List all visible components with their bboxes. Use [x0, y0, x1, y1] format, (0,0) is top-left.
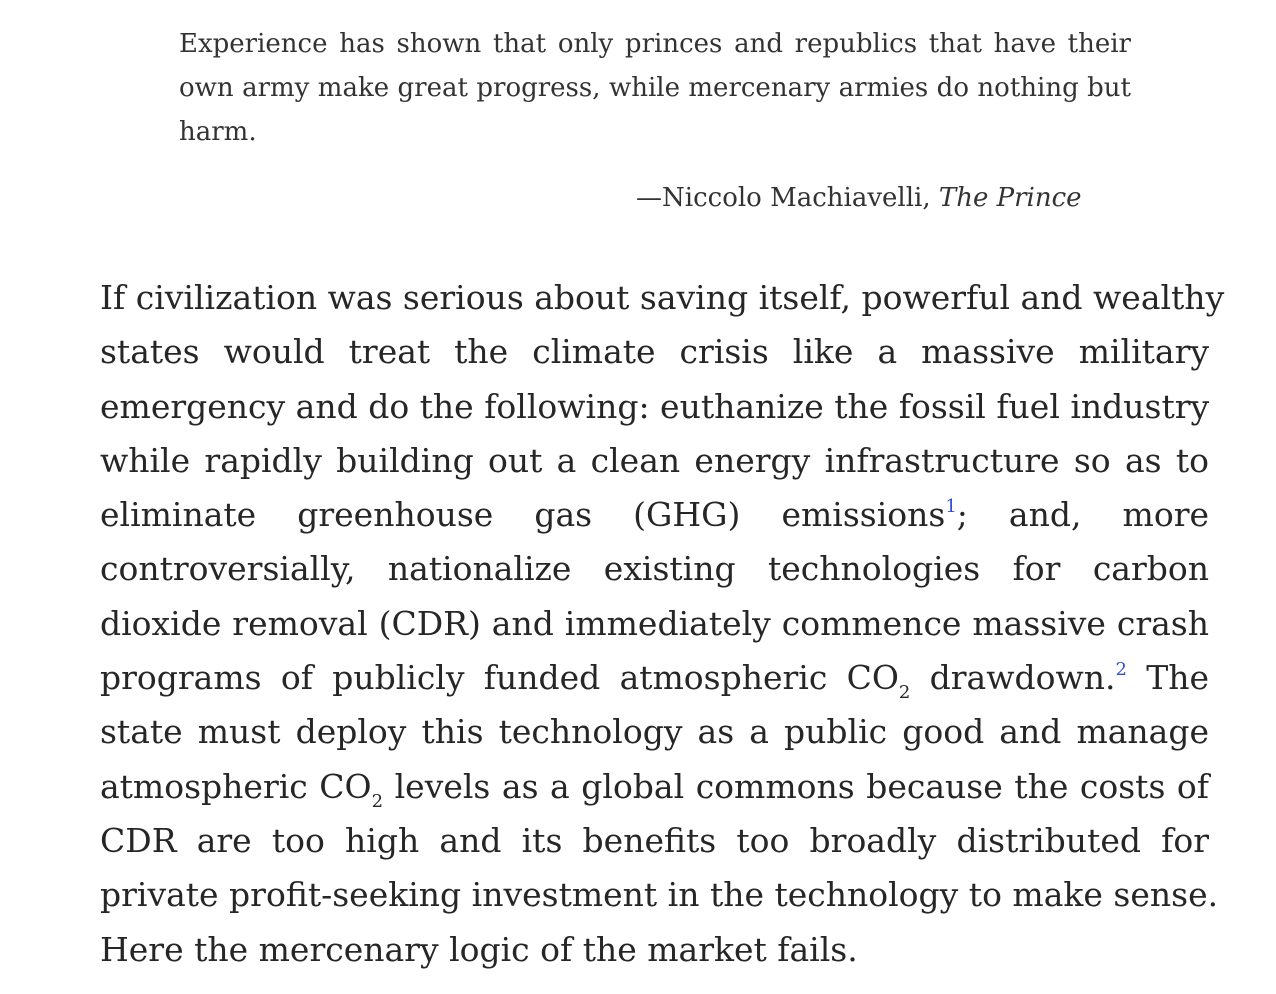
paragraph-line [100, 760, 1209, 814]
epigraph [179, 22, 1131, 213]
attribution-book-title: The Prince [938, 183, 1082, 213]
paragraph-line: CDR are too high and its benefits too broadly distributed for [100, 820, 1209, 860]
paragraph-line: dioxide removal (CDR) and immediately commence massive crash [100, 603, 1209, 643]
paragraph-line: Here the mercenary logic of the market fails. [100, 929, 858, 969]
paragraph-line: while rapidly building out a clean energy infrastructure so as to [100, 440, 1209, 480]
body-paragraph [100, 271, 1225, 977]
footnote-link-2[interactable]: 2 [1115, 659, 1127, 681]
line-text: levels as a global commons because the costs of [383, 766, 1210, 806]
line-text: The [1126, 658, 1209, 698]
paragraph-line: states would treat the climate crisis like a massive military [100, 332, 1209, 372]
paragraph-line [100, 488, 1209, 542]
paragraph-line: If civilization was serious about saving itself, powerful and wealthy [100, 278, 1225, 317]
epigraph-attribution [636, 176, 1082, 220]
line-text: ; and, more [956, 495, 1209, 535]
footnote-link-1[interactable]: 1 [945, 496, 957, 518]
line-text: drawdown. [910, 658, 1116, 698]
paragraph-line: state must deploy this technology as a public good and manage [100, 712, 1209, 752]
paragraph-line: controversially, nationalize existing technologies for carbon [100, 549, 1209, 589]
co2-subscript: 2 [898, 682, 911, 704]
line-text: atmospheric CO [100, 766, 372, 806]
line-text: eliminate greenhouse gas (GHG) emissions [100, 495, 946, 535]
line-text: programs of publicly funded atmospheric CO [100, 658, 899, 698]
co2-subscript: 2 [371, 790, 384, 812]
paragraph-line: emergency and do the following: euthanize the fossil fuel industry [100, 386, 1210, 426]
epigraph-quote: Experience has shown that only princes and republics that have their own army make great progress, while mercenary armies do nothing but harm. [179, 29, 1131, 147]
paragraph-line [100, 651, 1209, 705]
paragraph-line: private profit-seeking investment in the technology to make sense. [100, 875, 1219, 915]
attribution-author: —Niccolo Machiavelli, [636, 183, 939, 213]
